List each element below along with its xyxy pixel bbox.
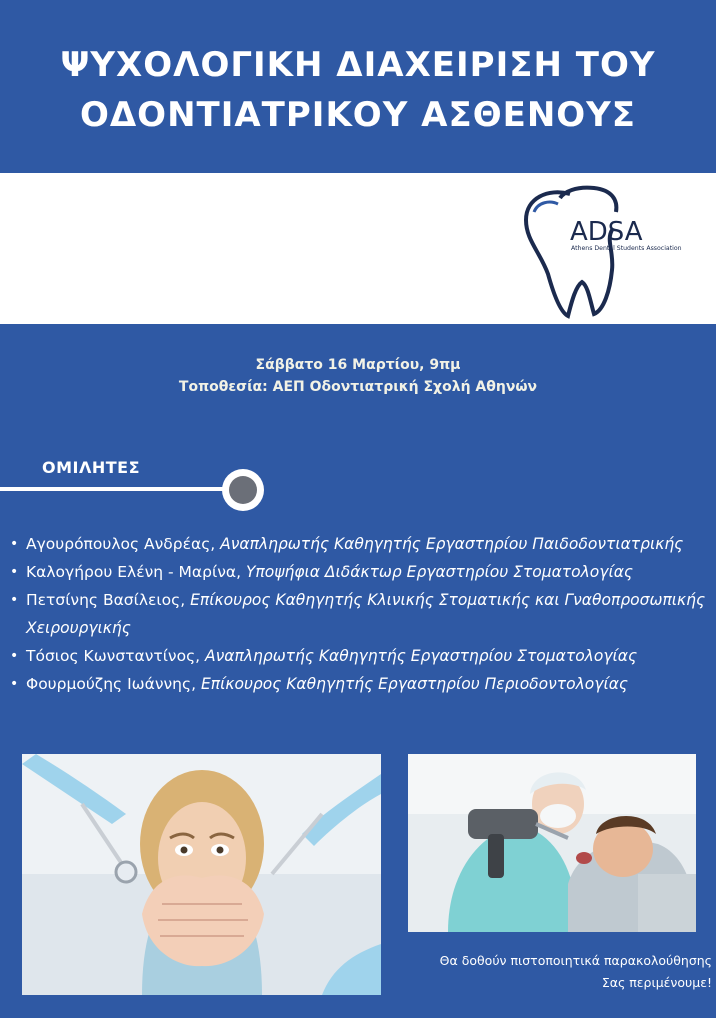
speaker-item — [8, 530, 713, 558]
logo-tagline: Athens Dental Students Association — [571, 245, 682, 252]
bullet-icon: • — [10, 536, 19, 552]
event-info — [0, 354, 716, 398]
event-date: Σάββατο 16 Μαρτίου, 9πμ — [255, 357, 461, 373]
tooth-outline-icon — [526, 192, 612, 316]
page-title-line2: ΟΔΟΝΤΙΑΤΡΙΚΟΥ ΑΣΘΕΝΟΥΣ — [79, 95, 637, 135]
closing-note: Σας περιμένουμε! — [601, 975, 712, 990]
bullet-icon: • — [10, 676, 19, 692]
event-location: Τοποθεσία: ΑΕΠ Οδοντιατρική Σχολή Αθηνών — [178, 379, 538, 395]
speaker-item — [8, 642, 713, 670]
footer-note — [440, 950, 712, 994]
logo-name: ADSA — [570, 217, 643, 247]
speaker-role: Υποψήφια Διδάκτωρ Εργαστηρίου Στοματολογίας — [245, 563, 634, 581]
speaker-name: Καλογήρου Ελένη - Μαρίνα, — [26, 563, 242, 581]
page-title-line1: ΨΥΧΟΛΟΓΙΚΗ ΔΙΑΧΕΙΡΙΣΗ ΤΟΥ — [60, 45, 656, 85]
photo-frightened-patient — [22, 754, 381, 995]
speaker-role: Επίκουρος Καθηγητής Εργαστηρίου Περιοδοντολογίας — [200, 675, 629, 693]
speakers-heading: ΟΜΙΛΗΤΕΣ — [42, 458, 141, 477]
speaker-name: Φουρμούζης Ιωάννης, — [26, 675, 197, 693]
speakers-list — [8, 530, 713, 698]
bullet-icon: • — [10, 648, 19, 664]
speaker-role: Αναπληρωτής Καθηγητής Εργαστηρίου Παιδοδοντιατρικής — [220, 535, 684, 553]
speaker-item — [8, 586, 713, 642]
photo-dentist-drill — [408, 754, 696, 932]
speaker-name: Αγουρόπουλος Ανδρέας, — [26, 535, 216, 553]
speaker-name: Τόσιος Κωνσταντίνος, — [26, 647, 201, 665]
bullet-icon: • — [10, 592, 19, 608]
speaker-role: Επίκουρος Καθηγητής Κλινικής Στοματικής και Γναθοπροσωπικής Χειρουργικής — [26, 591, 706, 637]
title-band — [0, 0, 716, 172]
adsa-logo — [520, 182, 700, 320]
speaker-item — [8, 670, 713, 698]
certificate-note: Θα δοθούν πιστοποιητικά παρακολούθησης — [439, 953, 712, 968]
speaker-item — [8, 558, 713, 586]
divider-circle-icon — [222, 469, 264, 511]
section-divider — [0, 487, 230, 491]
bullet-icon: • — [10, 564, 19, 580]
speaker-name: Πετσίνης Βασίλειος, — [26, 591, 186, 609]
speaker-role: Αναπληρωτής Καθηγητής Εργαστηρίου Στοματολογίας — [205, 647, 638, 665]
